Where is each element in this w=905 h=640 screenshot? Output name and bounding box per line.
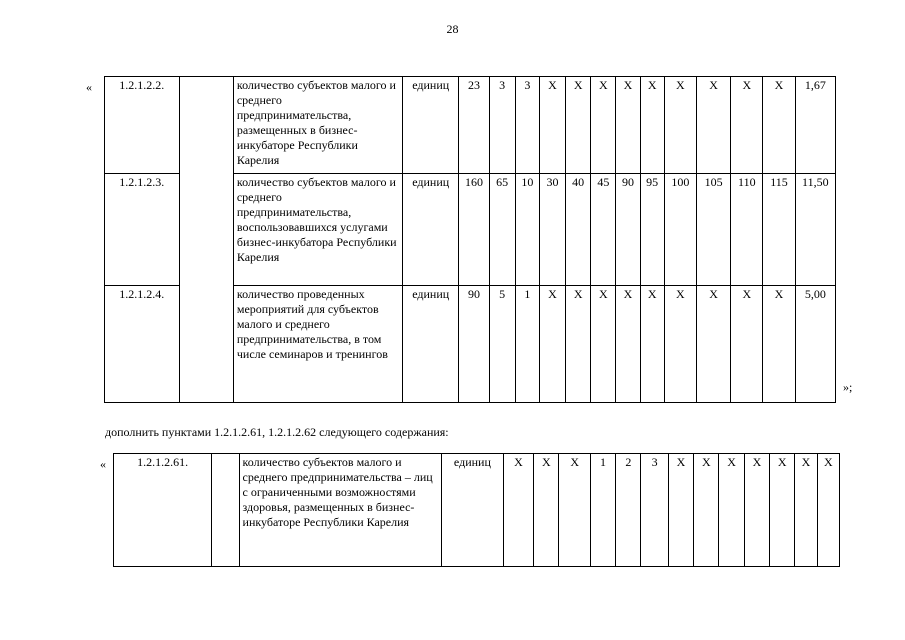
value-cell: 1,67	[795, 77, 835, 174]
value-cell: X	[640, 77, 664, 174]
value-cell: X	[539, 286, 565, 403]
empty-cell	[212, 454, 239, 567]
row-code: 1.2.1.2.61.	[114, 454, 212, 567]
value-cell: 5,00	[795, 286, 835, 403]
value-cell: 3	[515, 77, 539, 174]
table-row	[114, 454, 840, 567]
value-cell: X	[731, 286, 763, 403]
quote-close-mark: »;	[843, 380, 853, 394]
value-cell: X	[696, 286, 730, 403]
value-cell: X	[731, 77, 763, 174]
value-cell: 3	[489, 77, 515, 174]
value-cell: X	[664, 77, 696, 174]
value-cell: 105	[696, 174, 730, 286]
value-cell: X	[559, 454, 590, 567]
value-cell: X	[817, 454, 839, 567]
value-cell: X	[763, 77, 795, 174]
value-cell: X	[616, 286, 640, 403]
value-cell: 3	[641, 454, 668, 567]
value-cell: X	[566, 286, 591, 403]
indicators-table-2	[113, 453, 840, 567]
value-cell: 110	[731, 174, 763, 286]
value-cell: X	[591, 77, 616, 174]
quote-open-mark: «	[100, 457, 106, 471]
row-description: количество субъектов малого и среднего предпринимательства – лиц с ограниченными возможностями здоровья, размещенных в бизнес-инкубаторе Республики Карелия	[239, 454, 442, 567]
row-unit: единиц	[442, 454, 504, 567]
table-row	[105, 77, 836, 174]
value-cell: X	[770, 454, 795, 567]
value-cell: 100	[664, 174, 696, 286]
value-cell: X	[664, 286, 696, 403]
row-code: 1.2.1.2.3.	[105, 174, 180, 286]
value-cell: X	[744, 454, 769, 567]
value-cell: 1	[515, 286, 539, 403]
value-cell: 30	[539, 174, 565, 286]
value-cell: X	[566, 77, 591, 174]
value-cell: 40	[566, 174, 591, 286]
quote-open-mark: «	[86, 80, 92, 94]
value-cell: 1	[590, 454, 615, 567]
value-cell: 115	[763, 174, 795, 286]
row-unit: единиц	[403, 77, 459, 174]
row-description: количество субъектов малого и среднего предпринимательства, воспользовавшихся услугами бизнес-инкубатора Республики Карелия	[233, 174, 402, 286]
indicators-table-1	[104, 76, 836, 403]
value-cell: X	[696, 77, 730, 174]
value-cell: X	[694, 454, 719, 567]
value-cell: 5	[489, 286, 515, 403]
value-cell: 11,50	[795, 174, 835, 286]
empty-cell	[179, 77, 233, 403]
value-cell: 90	[616, 174, 640, 286]
page-number: 28	[446, 22, 459, 36]
row-description: количество субъектов малого и среднего предпринимательства, размещенных в бизнес-инкубаторе Республики Карелия	[233, 77, 402, 174]
value-cell: X	[795, 454, 817, 567]
value-cell: X	[719, 454, 744, 567]
row-description: количество проведенных мероприятий для субъектов малого и среднего предпринимательства, в том числе семинаров и тренингов	[233, 286, 402, 403]
intro-text: дополнить пунктами 1.2.1.2.61, 1.2.1.2.62 следующего содержания:	[105, 425, 449, 439]
value-cell: X	[668, 454, 693, 567]
value-cell: X	[503, 454, 533, 567]
value-cell: X	[591, 286, 616, 403]
value-cell: 65	[489, 174, 515, 286]
row-code: 1.2.1.2.4.	[105, 286, 180, 403]
row-code: 1.2.1.2.2.	[105, 77, 180, 174]
value-cell: 23	[459, 77, 489, 174]
value-cell: 45	[591, 174, 616, 286]
value-cell: 90	[459, 286, 489, 403]
value-cell: X	[539, 77, 565, 174]
value-cell: X	[763, 286, 795, 403]
value-cell: 95	[640, 174, 664, 286]
value-cell: 10	[515, 174, 539, 286]
value-cell: X	[616, 77, 640, 174]
value-cell: X	[534, 454, 559, 567]
value-cell: X	[640, 286, 664, 403]
row-unit: единиц	[403, 174, 459, 286]
row-unit: единиц	[403, 286, 459, 403]
value-cell: 160	[459, 174, 489, 286]
value-cell: 2	[616, 454, 641, 567]
